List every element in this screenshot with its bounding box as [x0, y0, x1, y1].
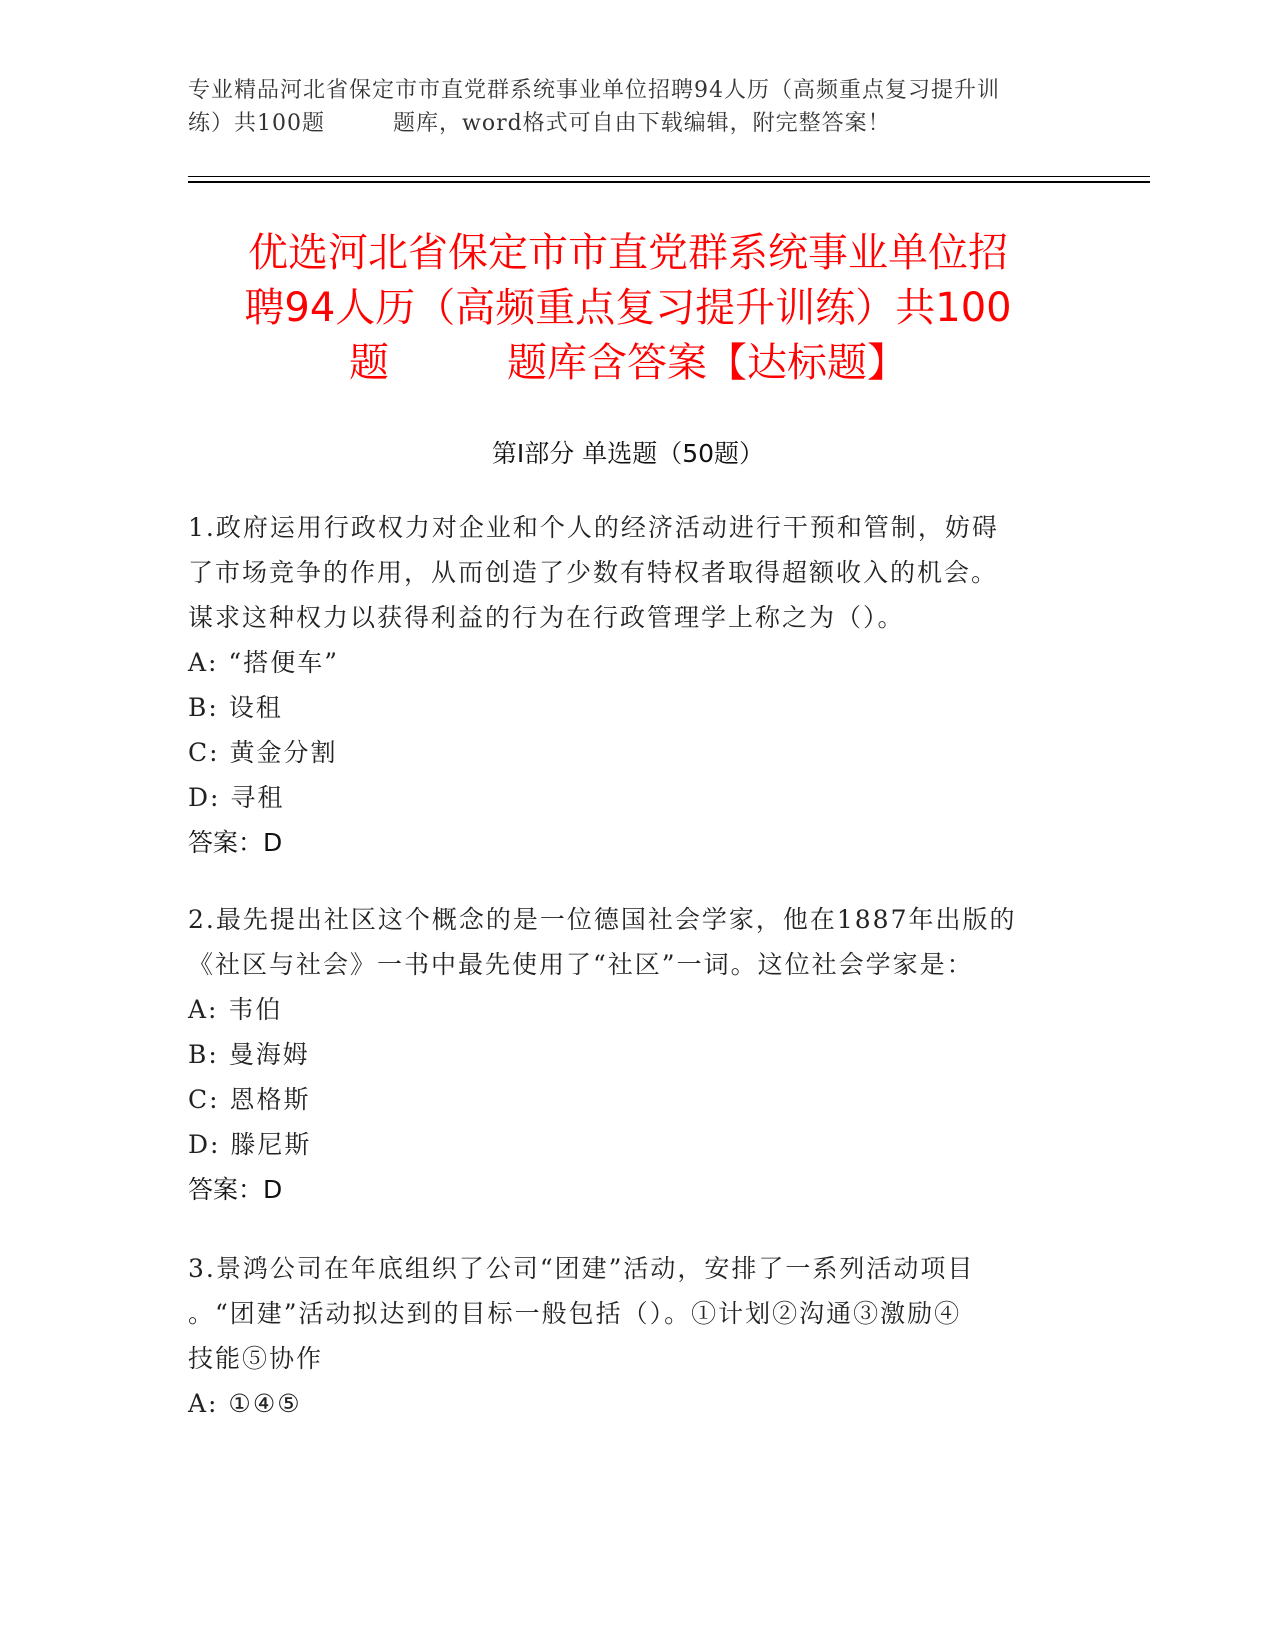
header-line-2-a: 练）共100题 [188, 111, 325, 136]
option-b: B: 设租 [188, 693, 283, 722]
question-1 [188, 505, 1068, 865]
title-line-3 [188, 336, 1068, 391]
header-divider-thick [188, 181, 1150, 183]
stem-line: 。“团建”活动拟达到的目标一般包括（）。①计划②沟通③激励④ [188, 1299, 962, 1328]
title-line-2: 聘94人历（高频重点复习提升训练）共100 [244, 285, 1012, 331]
option-d: D: 滕尼斯 [188, 1130, 312, 1159]
stem-line: 谋求这种权力以获得利益的行为在行政管理学上称之为（）。 [188, 603, 905, 632]
title-line-1: 优选河北省保定市市直党群系统事业单位招 [248, 230, 1008, 276]
option-a: A: ①④⑤ [188, 1389, 302, 1418]
question-stem [188, 1246, 1068, 1381]
header-line-1: 专业精品河北省保定市市直党群系统事业单位招聘94人历（高频重点复习提升训 [188, 78, 1000, 103]
option-c: C: 黄金分割 [188, 738, 338, 767]
answer: 答案：D [188, 828, 283, 857]
stem-line: 3.景鸿公司在年底组织了公司“团建”活动，安排了一系列活动项目 [188, 1254, 975, 1283]
stem-line: 了市场竞争的作用，从而创造了少数有特权者取得超额收入的机会。 [188, 558, 999, 587]
option-d: D: 寻租 [188, 783, 285, 812]
header-line-2 [188, 107, 1068, 140]
stem-line: 《社区与社会》一书中最先使用了“社区”一词。这位社会学家是： [188, 950, 974, 979]
option-c: C: 恩格斯 [188, 1085, 311, 1114]
header-line-2-b: 题库，word格式可自由下载编辑，附完整答案！ [393, 111, 891, 136]
page-header [188, 74, 1068, 140]
stem-line: 1.政府运用行政权力对企业和个人的经济活动进行干预和管制，妨碍 [188, 513, 999, 542]
option-a: A: “搭便车” [188, 648, 339, 677]
question-stem [188, 505, 1068, 640]
title-line-3-b: 题库含答案【达标题】 [507, 340, 907, 386]
question-2 [188, 897, 1068, 1212]
question-stem [188, 897, 1068, 987]
stem-line: 2.最先提出社区这个概念的是一位德国社会学家，他在1887年出版的 [188, 905, 1017, 934]
section-heading: 第Ⅰ部分 单选题（50题） [491, 439, 765, 468]
question-3 [188, 1246, 1068, 1426]
option-b: B: 曼海姆 [188, 1040, 310, 1069]
stem-line: 技能⑤协作 [188, 1344, 324, 1373]
answer: 答案：D [188, 1175, 283, 1204]
header-divider-thin [188, 176, 1150, 177]
document-title [188, 226, 1068, 391]
option-a: A: 韦伯 [188, 995, 283, 1024]
title-line-3-a: 题 [349, 340, 389, 386]
